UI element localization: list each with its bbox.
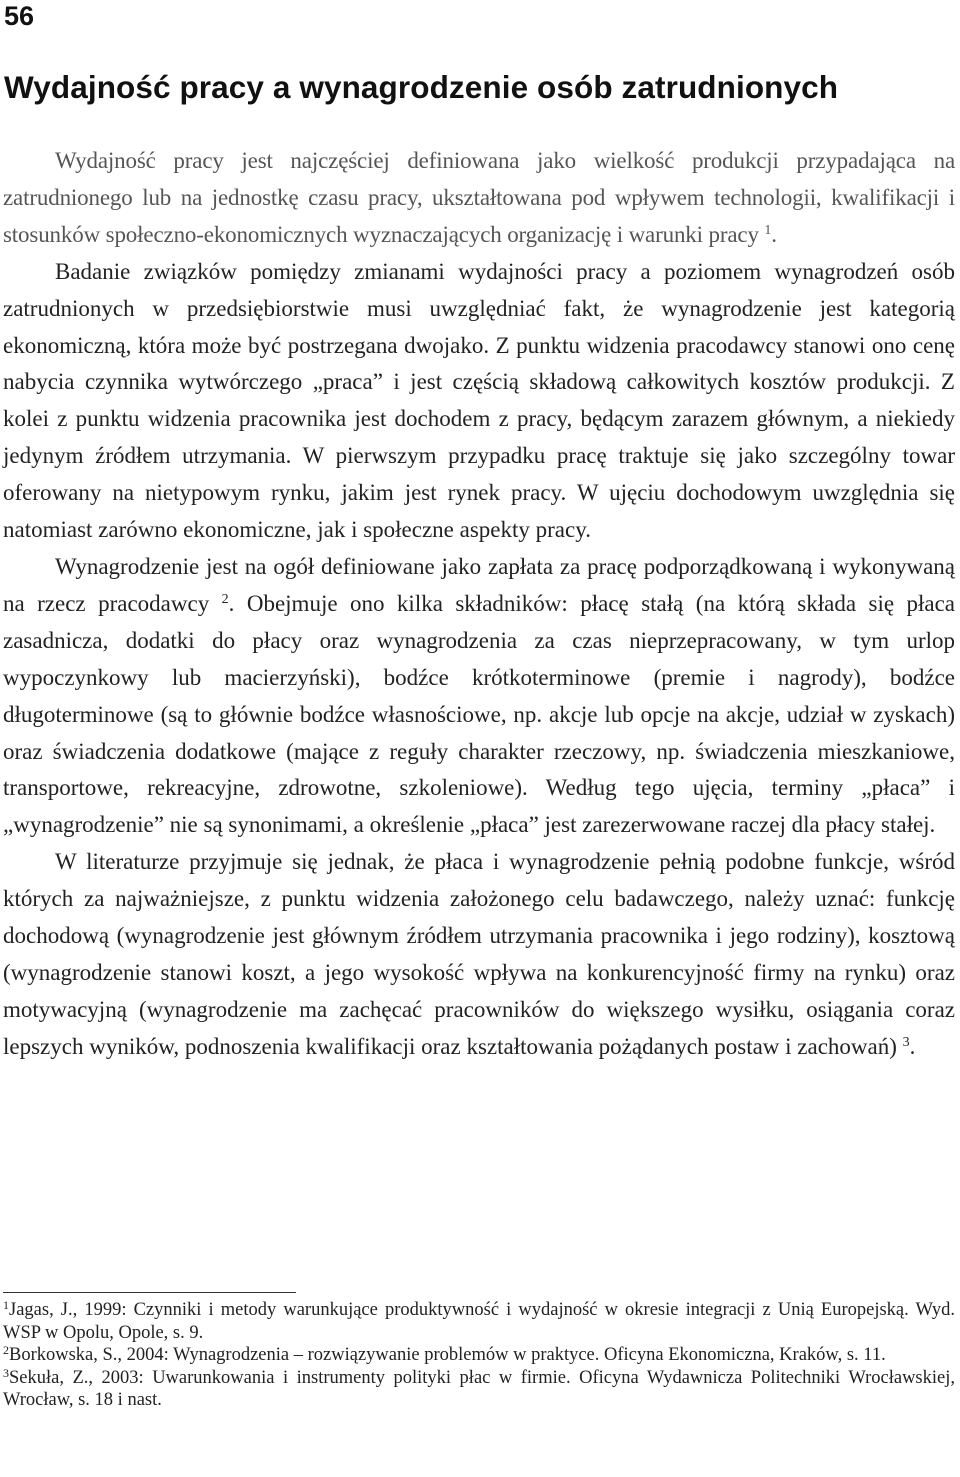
paragraph-text: W literaturze przyjmuje się jednak, że płaca i wynagrodzenie pełnią podobne funkcje, wśród których za najważniejsze, z punktu widzenia założonego celu badawczego, należy uznać: funkcję dochodową (wynagrodzenie jest głównym źródłem utrzymania pracownika i jego rodziny), kosztową (wynagrodzenie stanowi koszt, a jego wysokość wpływa na konkurencyjność firmy na rynku) oraz motywacyjną (wynagrodzenie ma zachęcać pracowników do większego wysiłku, osiągania coraz lepszych wyników, podnoszenia kwalifikacji oraz kształtowania pożądanych postaw i zachowań) bbox=[3, 849, 955, 1059]
paragraph bbox=[3, 549, 955, 844]
footnote-ref: 2 bbox=[221, 591, 229, 607]
paragraph bbox=[3, 254, 955, 549]
paragraph-text: Badanie związków pomiędzy zmianami wydajności pracy a poziomem wynagrodzeń osób zatrudnionych w przedsiębiorstwie musi uwzględniać fakt, że wynagrodzenie jest kategorią ekonomiczną, która może być postrzegana dwojako. Z punktu widzenia pracodawcy stanowi ono cenę nabycia czynnika wytwórczego „praca” i jest częścią składową całkowitych kosztów produkcji. Z kolei z punktu widzenia pracownika jest dochodem z pracy, będącym zarazem głównym, a niekiedy jedynym źródłem utrzymania. W pierwszym przypadku pracę traktuje się jako szczególny towar oferowany na nietypowym rynku, jakim jest rynek pracy. W ujęciu dochodowym uwzględnia się natomiast zarówno ekonomiczne, jak i społeczne aspekty pracy. bbox=[3, 258, 955, 543]
paragraph-tail: . Obejmuje ono kilka składników: płacę stałą (na którą składa się płaca zasadnicza, dodatki do płacy oraz wynagrodzenia za czas nieprzepracowany, w tym urlop wypoczynkowy lub macierzyński), bodźce krótkoterminowe (premie i nagrody), bodźce długoterminowe (są to głównie bodźce własnościowe, np. akcje lub opcje na akcje, udział w zyskach) oraz świadczenia dodatkowe (mające z reguły charakter rzeczowy, np. świadczenia mieszkaniowe, transportowe, rekreacyjne, zdrowotne, szkoleniowe). Według tego ujęcia, terminy „płaca” i „wynagrodzenie” nie są synonimami, a określenie „płaca” jest zarezerwowane raczej dla płacy stałej. bbox=[3, 590, 956, 838]
footnote-text: Sekuła, Z., 2003: Uwarunkowania i instrumenty polityki płac w firmie. Oficyna Wydawnicza Politechniki Wrocławskiej, Wrocław, s. 18 i nast. bbox=[3, 1367, 955, 1411]
footnote-number: 1 bbox=[3, 1298, 9, 1312]
footnote bbox=[3, 1367, 955, 1412]
footnote bbox=[3, 1299, 955, 1344]
footnote-text: Borkowska, S., 2004: Wynagrodzenia – rozwiązywanie problemów w praktyce. Oficyna Ekonomiczna, Kraków, s. 11. bbox=[9, 1345, 886, 1366]
paragraph-tail: . bbox=[771, 221, 777, 247]
page-number: 56 bbox=[4, 1, 35, 31]
footnotes bbox=[3, 1299, 955, 1412]
footnote-text: Jagas, J., 1999: Czynniki i metody warunkujące produktywność i wydajność w okresie integracji z Unią Europejską. Wyd. WSP w Opolu, Opole, s. 9. bbox=[3, 1300, 955, 1343]
footnote-ref: 1 bbox=[764, 222, 772, 238]
footnote-separator bbox=[3, 1292, 296, 1293]
paragraph bbox=[3, 143, 955, 254]
paragraph-text: Wynagrodzenie jest na ogół definiowane jako zapłata za pracę podporządkowaną i wykonywaną na rzecz pracodawcy bbox=[3, 553, 955, 616]
footnote bbox=[3, 1344, 955, 1367]
footnote-number: 2 bbox=[3, 1343, 9, 1358]
paragraph-text: Wydajność pracy jest najczęściej definiowana jako wielkość produkcji przypadająca na zatrudnionego lub na jednostkę czasu pracy, ukształtowana pod wpływem technologii, kwalifikacji i stosunków społeczno-ekonomicznych wyznaczających organizację i warunki pracy bbox=[3, 148, 955, 247]
body-text bbox=[3, 143, 955, 1066]
chapter-title: Wydajność pracy a wynagrodzenie osób zatrudnionych bbox=[4, 69, 839, 105]
paragraph-tail: . bbox=[909, 1033, 916, 1059]
footnote-ref: 3 bbox=[902, 1034, 910, 1050]
footnote-number: 3 bbox=[3, 1365, 9, 1380]
paragraph bbox=[3, 844, 955, 1065]
